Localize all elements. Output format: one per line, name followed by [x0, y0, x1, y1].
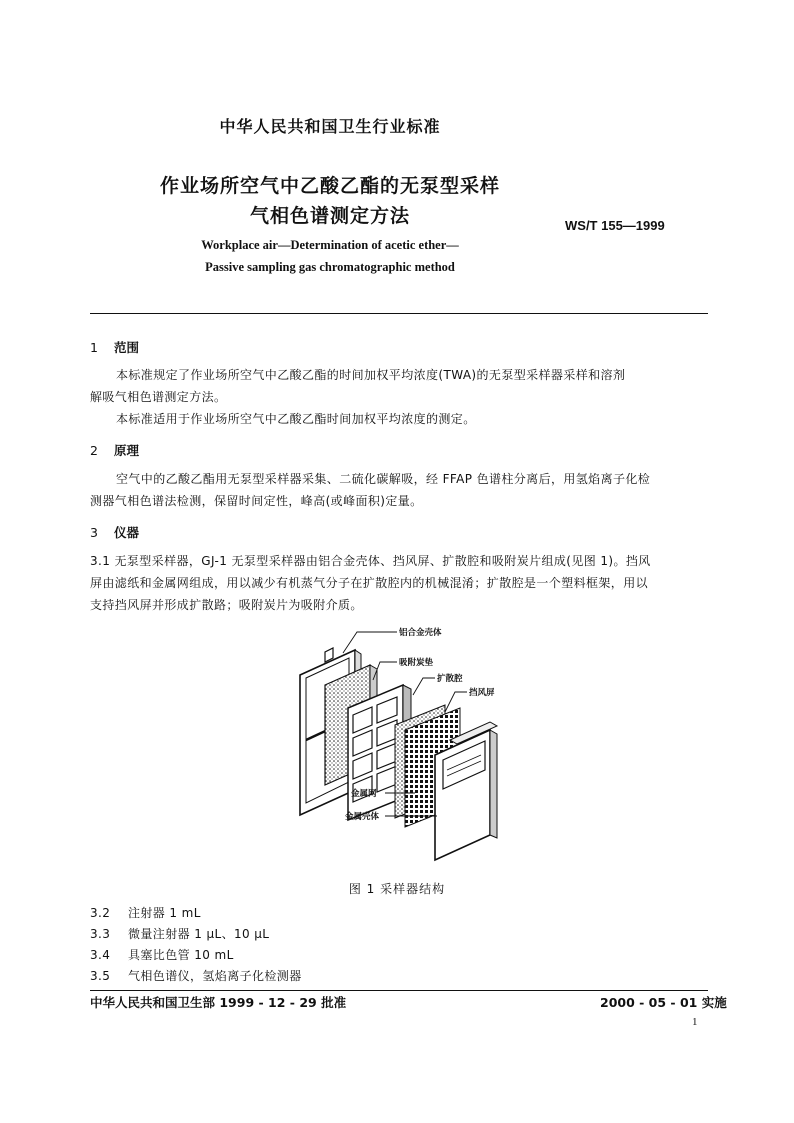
section-1-p1-line-1: 本标准规定了作业场所空气中乙酸乙酯的时间加权平均浓度(TWA)的无泵型采样器采样和溶剂 [116, 368, 626, 382]
label-aluminium-shell: 铝合金壳体 [399, 628, 442, 638]
section-2-p1-line-1: 空气中的乙酸乙酯用无泵型采样器采集、二硫化碳解吸，经 FFAP 色谱柱分离后，用氢焰离子化检 [116, 472, 651, 486]
section-1-paragraph-1 [90, 364, 710, 408]
figure-caption: 图 1 采样器结构 [348, 882, 446, 896]
label-metal-shell: 金属壳体 [345, 812, 380, 822]
header-divider [90, 313, 708, 314]
section-1-p1-line-2: 解吸气相色谱测定方法。 [90, 390, 227, 404]
section-1-number: 1 [90, 340, 98, 355]
item-number: 3.4 [90, 948, 111, 962]
section-3-title: 仪器 [114, 525, 140, 540]
section-2-heading [90, 441, 139, 459]
section-3-paragraph [90, 550, 710, 616]
label-carbon-pad: 吸附炭垫 [399, 658, 434, 668]
section-1-heading [90, 338, 139, 356]
footer-divider [90, 990, 708, 991]
label-wind-screen: 挡风屏 [469, 688, 495, 698]
item-text: 注射器 1 mL [128, 906, 201, 920]
item-number: 3.2 [90, 906, 111, 920]
item-text: 微量注射器 1 μL、10 μL [128, 927, 270, 941]
section-3-p1-line-2: 屏由滤纸和金属网组成，用以减少有机蒸气分子在扩散腔内的机械混淆；扩散腔是一个塑料框架，用以 [90, 576, 649, 590]
item-3-2 [90, 903, 201, 923]
english-title-line-2: Passive sampling gas chromatographic method [205, 260, 455, 274]
implementation-date: 2000 - 05 - 01 实施 [600, 995, 727, 1010]
section-2-number: 2 [90, 443, 98, 458]
section-1-paragraph-2 [90, 408, 710, 430]
section-2-paragraph [90, 468, 710, 512]
section-3-p1-line-3: 支持挡风屏并形成扩散路；吸附炭片为吸附介质。 [90, 598, 363, 612]
title-line-2: 气相色谱测定方法 [249, 205, 410, 227]
issuing-body: 中华人民共和国卫生行业标准 [219, 117, 441, 136]
label-diffusion-cavity: 扩散腔 [437, 674, 463, 684]
item-number: 3.5 [90, 969, 111, 983]
page-number: 1 [692, 1016, 698, 1028]
item-text: 具塞比色管 10 mL [128, 948, 234, 962]
section-3-number: 3 [90, 525, 98, 540]
standard-code: WS/T 155—1999 [565, 218, 665, 233]
section-2-title: 原理 [114, 443, 140, 458]
item-3-3 [90, 924, 269, 944]
item-number: 3.3 [90, 927, 111, 941]
english-title-line-1: Workplace air—Determination of acetic ether— [201, 238, 459, 252]
approval-date: 中华人民共和国卫生部 1999 - 12 - 29 批准 [90, 995, 347, 1010]
section-2-p1-line-2: 测器气相色谱法检测，保留时间定性，峰高(或峰面积)定量。 [90, 494, 423, 508]
section-1-title: 范围 [114, 340, 140, 355]
item-3-4 [90, 945, 234, 965]
item-3-5 [90, 966, 302, 986]
section-1-p2: 本标准适用于作业场所空气中乙酸乙酯时间加权平均浓度的测定。 [116, 412, 476, 426]
section-3-heading [90, 523, 139, 541]
item-text: 气相色谱仪，氢焰离子化检测器 [128, 969, 302, 983]
sampler-structure-figure [285, 620, 545, 865]
section-3-p1-line-1: 3.1 无泵型采样器，GJ-1 无泵型采样器由铝合金壳体、挡风屏、扩散腔和吸附炭片组成(见图 1)。挡风 [90, 554, 651, 568]
title-line-1: 作业场所空气中乙酸乙酯的无泵型采样 [159, 175, 500, 197]
label-metal-mesh: 金属网 [351, 789, 377, 799]
